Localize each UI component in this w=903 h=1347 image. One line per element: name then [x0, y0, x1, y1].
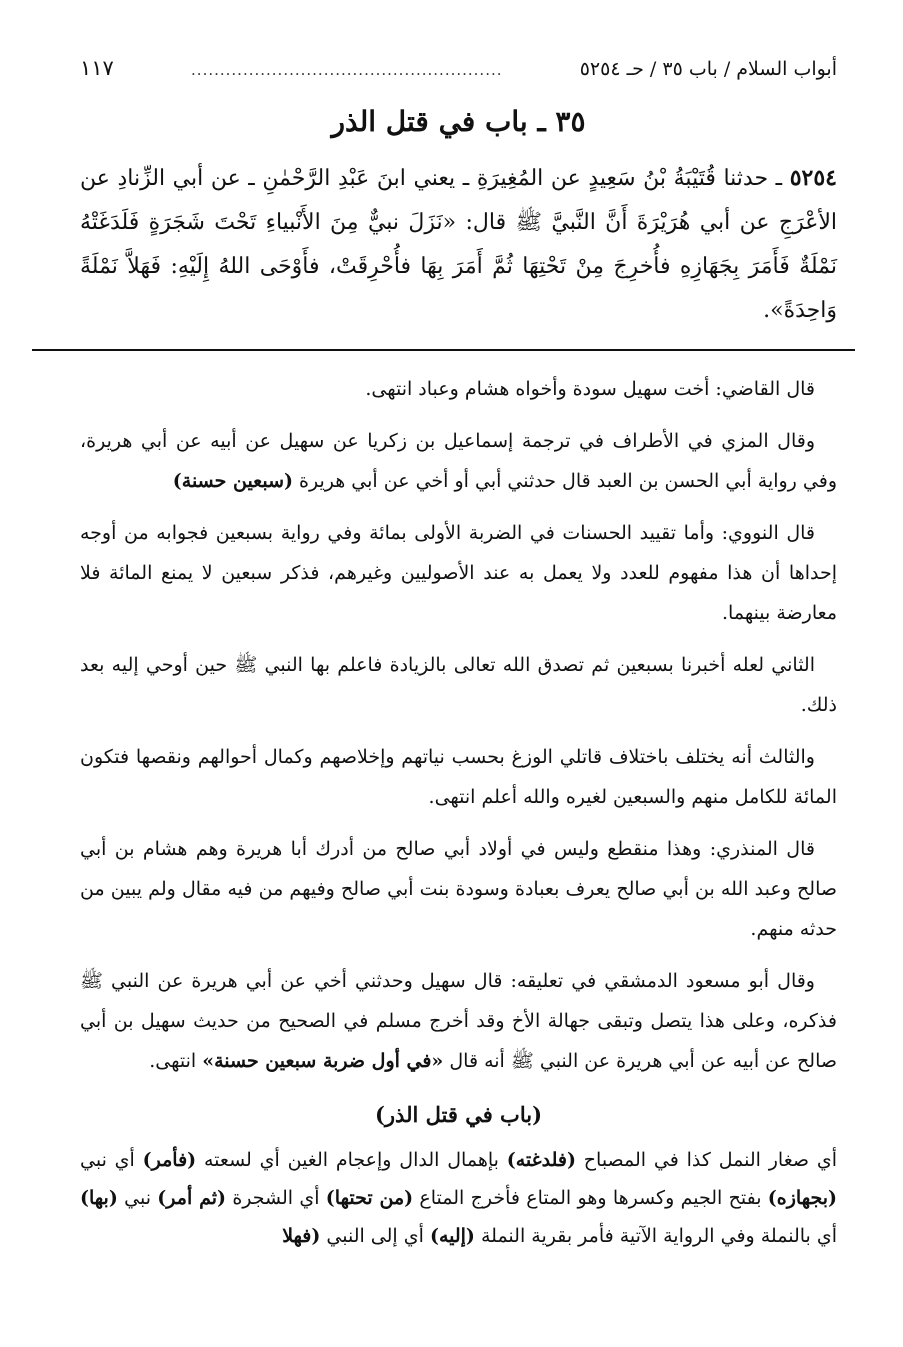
bold-phrase: (فهلا: [282, 1225, 321, 1247]
bold-phrase: (فلدغته): [506, 1149, 576, 1171]
commentary-paragraph: والثالث أنه يختلف باختلاف قاتلي الوزغ بحسب نياتهم وإخلاصهم وكمال أحوالهم ونقصها فتكون المائة للكامل منهم والسبعين لغيره والله أعلم انتهى.: [80, 746, 837, 808]
commentary-paragraph: [80, 961, 837, 1081]
running-head: [80, 48, 837, 88]
explanation-text: أي صغار النمل كذا في المصباح: [575, 1149, 837, 1171]
page-number: ١١٧: [80, 56, 114, 80]
commentary-text: وقال أبو مسعود الدمشقي في تعليقه: قال سهيل وحدثني أخي عن أبي هريرة عن النبي ﷺ فذكره، وعلى هذا يتصل وتبقى جهالة الأخ وقد أخرج مسلم في الصحيح من حديث سهيل بن أبي صالح عن أبيه عن أبي هريرة عن النبي ﷺ أنه قال: [80, 970, 837, 1072]
explanation-text: نبي: [117, 1187, 158, 1209]
commentary-paragraph: الثاني لعله أخبرنا بسبعين ثم تصدق الله تعالى بالزيادة فاعلم بها النبي ﷺ حين أوحي إليه بعد ذلك.: [80, 654, 837, 716]
running-head-text: أبواب السلام / باب ٣٥ / حـ ٥٢٥٤: [579, 58, 837, 80]
commentary-paragraph: قال المنذري: وهذا منقطع وليس في أولاد أبي صالح من أدرك أبا هريرة وهم هشام بن أبي صالح وعبد الله بن أبي صالح يعرف بعبادة وسودة بنت أبي صالح وفيهم من فيه مقال ولم يبين من حدثه منهم.: [80, 838, 837, 940]
bold-phrase: (من تحتها): [325, 1187, 414, 1209]
commentary: [80, 369, 837, 1081]
hadith-body: ـ حدثنا قُتَيْبَةُ بْنُ سَعِيدٍ عن المُغِيرَةِ ـ يعني ابنَ عَبْدِ الرَّحْمٰنِ ـ عن أبي الزِّنادِ عن الأعْرَجِ عن أبي هُرَيْرَةَ أَنَّ النَّبيَّ ﷺ قال: «نَزَلَ نبيٌّ مِنَ الأَنْبياءِ تَحْتَ شَجَرَةٍ فَلَدَغَتْهُ نَمْلَةٌ فَأَمَرَ بِجَهَازِهِ فأُخرِجَ مِنْ تَحْتِهَا ثُمَّ أَمَرَ بِهَا فأُحْرِقَتْ، فأَوْحَى اللهُ إِلَيْهِ: فَهَلاَّ نَمْلَةً وَاحِدَةً».: [80, 166, 837, 323]
bold-phrase: (إليه): [429, 1225, 475, 1247]
commentary-text: وقال المزي في الأطراف في ترجمة إسماعيل بن زكريا عن سهيل عن أبيه عن أبي هريرة، وفي رواية أبي الحسن بن العبد قال حدثني أبي أو أخي عن أبي هريرة: [80, 430, 837, 492]
hadith-text: [80, 156, 837, 333]
explanation-text: أي إلى النبي: [320, 1225, 430, 1247]
explanation-text: أي بالنملة وفي الرواية الآتية فأمر بقرية النملة: [474, 1225, 837, 1247]
explanation-text: أي الشجرة: [226, 1187, 326, 1209]
explanation-paragraph: [80, 1141, 837, 1255]
explanation-text: بفتح الجيم وكسرها وهو المتاع فأخرج المتاع: [413, 1187, 768, 1209]
commentary-paragraph: قال النووي: وأما تقييد الحسنات في الضربة الأولى بمائة وفي رواية بسبعين فجوابه من أوجه إحداها أن هذا مفهوم للعدد ولا يعمل به عند الأصوليين وغيرهم، فذكر سبعين لا يمنع المائة فلا معارضة بينهما.: [80, 522, 837, 624]
bold-phrase: «في أول ضربة سبعين حسنة»: [202, 1050, 444, 1072]
bold-phrase: (سبعين حسنة): [172, 470, 293, 492]
bold-phrase: (ثم أمر): [157, 1187, 227, 1209]
hadith-number: ٥٢٥٤: [789, 165, 837, 191]
section-subtitle: (باب في قتل الذر): [374, 1102, 543, 1127]
commentary-paragraph: [80, 421, 837, 501]
chapter-title: ٣٥ ـ باب في قتل الذر: [331, 105, 586, 138]
explanation-text: أي نبي: [80, 1149, 143, 1171]
commentary-paragraph: قال القاضي: أخت سهيل سودة وأخواه هشام وعباد انتهى.: [365, 378, 815, 400]
commentary-text: انتهى.: [149, 1050, 203, 1072]
explanation: [80, 1141, 837, 1255]
separator-rule: [32, 349, 855, 351]
bold-phrase: (بها): [80, 1187, 118, 1209]
bold-phrase: (فأمر): [142, 1149, 197, 1171]
leader-dots: ......................................................: [191, 61, 503, 79]
explanation-text: بإهمال الدال وإعجام الغين أي لسعته: [196, 1149, 507, 1171]
bold-phrase: (بجهازه): [767, 1187, 837, 1209]
